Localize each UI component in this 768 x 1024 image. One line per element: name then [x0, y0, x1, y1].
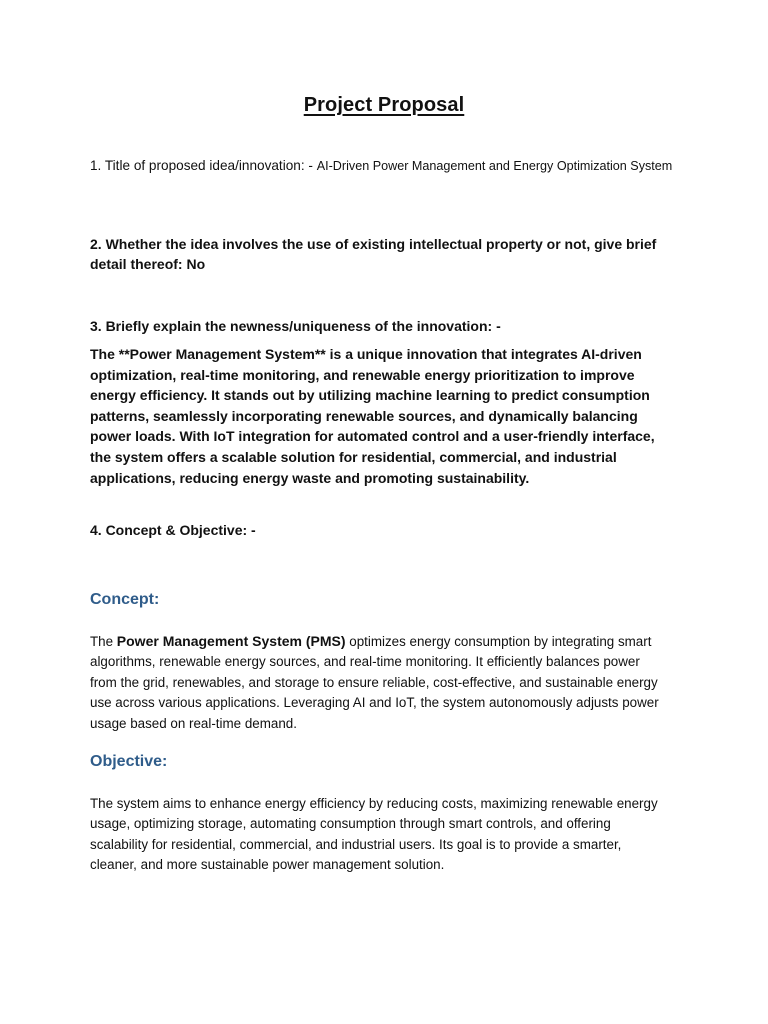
item-1-answer: AI-Driven Power Management and Energy Optimization System [316, 159, 673, 173]
objective-paragraph: The system aims to enhance energy efficiency by reducing costs, maximizing renewable energy usage, optimizing storage, automating consumption through smart controls, and offering scalability for residential, commercial, and industrial users. Its goal is to provide a smarter, cleaner, and more sustainable power management solution. [90, 796, 658, 873]
item-3-body: The **Power Management System** is a unique innovation that integrates AI-driven optimization, real-time monitoring, and renewable energy prioritization to improve energy efficiency. It stands out by utilizing machine learning to predict consumption patterns, seamlessly incorporating renewable sources, and dynamically balancing power loads. With IoT integration for automated control and a user-friendly interface, the system offers a scalable solution for residential, commercial, and industrial applications, reducing energy waste and promoting sustainability. [90, 346, 655, 486]
concept-paragraph [90, 631, 670, 734]
objective-heading: Objective: [90, 753, 168, 770]
document-title: Project Proposal [303, 94, 465, 116]
item-1-title-of-idea [90, 156, 680, 176]
concept-body: optimizes energy consumption by integrating smart algorithms, renewable energy sources, and real-time monitoring. It efficiently balances power from the grid, renewables, and storage to ensure reliable, cost-effective, and sustainable energy use across various applications. Leveraging AI and IoT, the system autonomously adjusts power usage based on real-time demand. [90, 634, 659, 731]
concept-emphasis: Power Management System (PMS) [116, 633, 346, 649]
concept-lead: The [90, 634, 117, 649]
concept-heading: Concept: [90, 591, 160, 608]
item-1-question: 1. Title of proposed idea/innovation: - [90, 158, 317, 173]
item-4-heading: 4. Concept & Objective: - [90, 522, 256, 538]
item-3-heading: 3. Briefly explain the newness/uniqueness of the innovation: - [90, 318, 501, 334]
item-2-intellectual-property: 2. Whether the idea involves the use of existing intellectual property or not, give brief detail thereof: No [90, 236, 657, 272]
